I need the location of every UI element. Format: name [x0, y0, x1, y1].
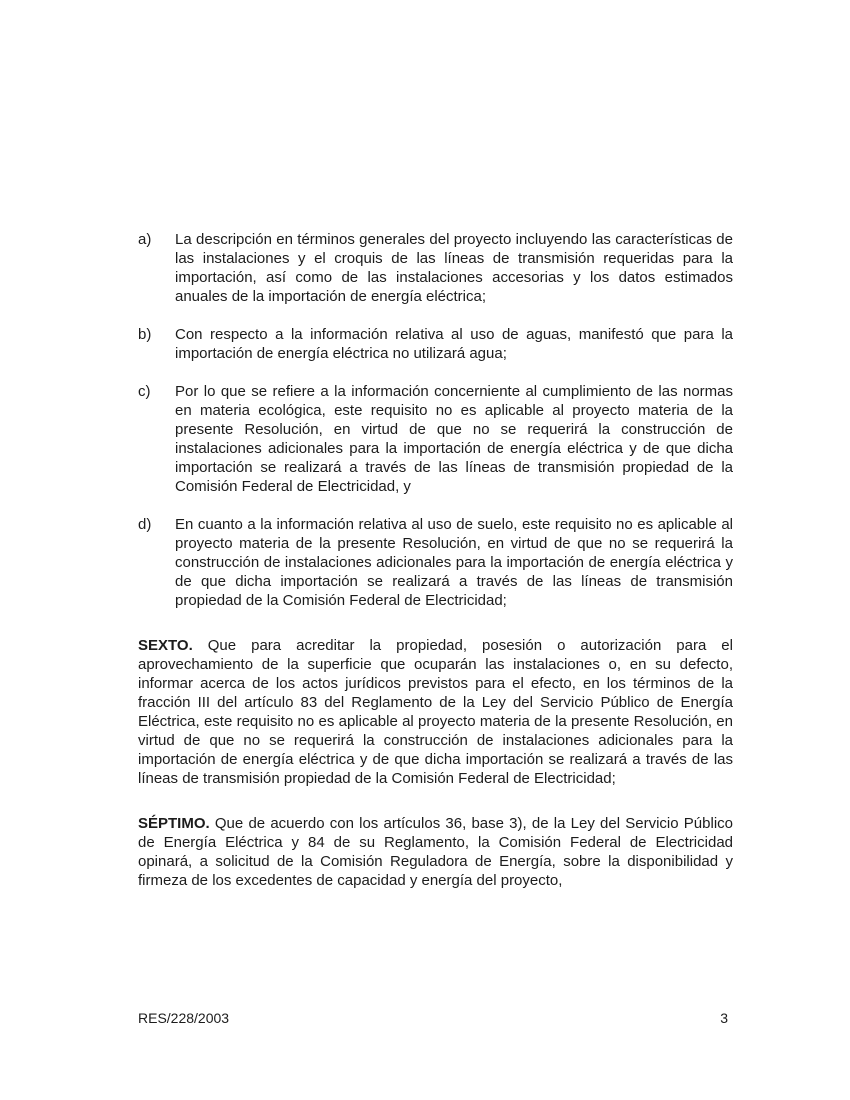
paragraph-septimo [138, 814, 733, 890]
paragraph-sexto [138, 636, 733, 788]
list-item-b-letter: b) [138, 326, 152, 343]
list-item-c-text: Por lo que se refiere a la información concerniente al cumplimiento de las normas en materia ecológica, este requisito no es aplicable al proyecto materia de la presente Resolución, en virtud de que no se requerirá la construcción de instalaciones adicionales para la importación de energía eléctrica y de que dicha importación se realizará a través de las líneas de transmisión propiedad de la Comisión Federal de Electricidad, y [175, 383, 733, 495]
paragraph-septimo-text: Que de acuerdo con los artículos 36, base 3), de la Ley del Servicio Público de Energía Eléctrica y 84 de su Reglamento, la Comisión Federal de Electricidad opinará, a solicitud de la Comisión Reguladora de Energía, sobre la disponibilidad y firmeza de los excedentes de capacidad y energía del proyecto, [138, 815, 733, 889]
list-item-d [138, 515, 733, 610]
paragraph-sexto-text: Que para acreditar la propiedad, posesión o autorización para el aprovechamiento de la superficie que ocuparán las instalaciones o, en su defecto, informar acerca de los actos jurídicos previstos para el efecto, en los términos de la fracción III del artículo 83 del Reglamento de la Ley del Servicio Público de Energía Eléctrica, este requisito no es aplicable al proyecto materia de la presente Resolución, en virtud de que no se requerirá la construcción de instalaciones adicionales para la importación de energía eléctrica y de que dicha importación se realizará a través de las líneas de transmisión propiedad de la Comisión Federal de Electricidad; [138, 637, 733, 787]
document-body [138, 230, 733, 890]
page-footer [138, 1010, 728, 1027]
list-item-c [138, 382, 733, 496]
list-item-b-text: Con respecto a la información relativa al uso de aguas, manifestó que para la importación de energía eléctrica no utilizará agua; [175, 326, 733, 362]
list-item-a-text: La descripción en términos generales del proyecto incluyendo las características de las instalaciones y el croquis de las líneas de transmisión requeridas para la importación, así como de las instalaciones accesorias y los datos estimados anuales de la importación de energía eléctrica; [175, 231, 733, 305]
list-item-a [138, 230, 733, 306]
doc-reference: RES/228/2003 [138, 1010, 230, 1026]
list-item-c-letter: c) [138, 383, 151, 400]
paragraph-septimo-lead: SÉPTIMO. [138, 815, 210, 832]
list-item-d-letter: d) [138, 516, 152, 533]
paragraph-sexto-lead: SEXTO. [138, 637, 193, 654]
list-item-b [138, 325, 733, 363]
list-item-d-text: En cuanto a la información relativa al uso de suelo, este requisito no es aplicable al proyecto materia de la presente Resolución, en virtud de que no se requerirá la construcción de instalaciones adicionales para la importación de energía eléctrica y de que dicha importación se realizará a través de las líneas de transmisión propiedad de la Comisión Federal de Electricidad; [175, 516, 733, 609]
page-number: 3 [720, 1010, 728, 1026]
list-item-a-letter: a) [138, 231, 152, 248]
